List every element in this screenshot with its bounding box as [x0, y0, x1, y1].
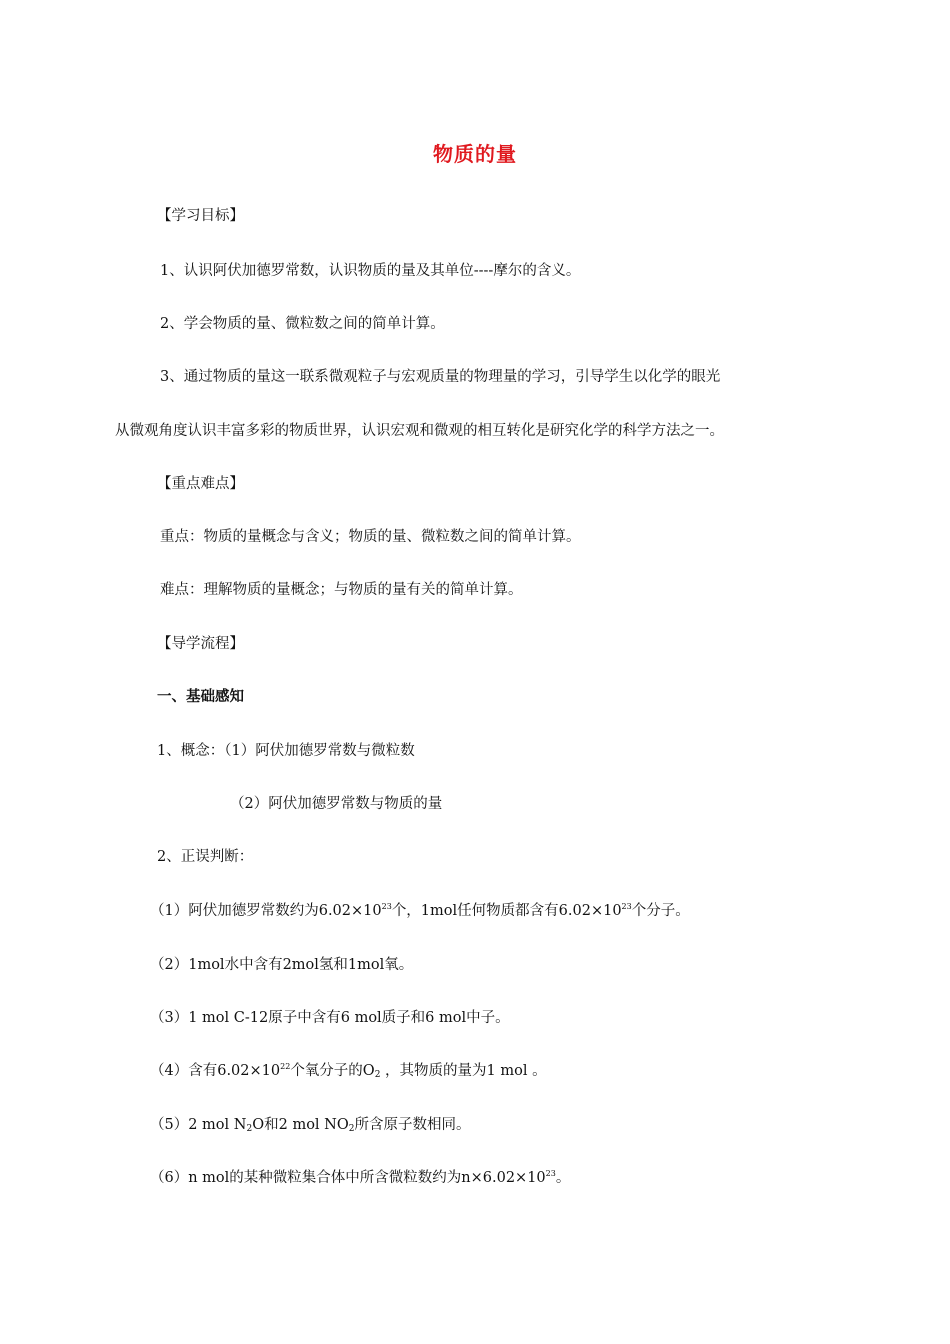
judge-question-2: （2）1mol水中含有2mol氢和1mol氧。	[150, 957, 414, 973]
exponent: 23	[381, 902, 392, 911]
key-points-heading: 【重点难点】	[157, 476, 244, 492]
section-basic-perception: 一、基础感知	[157, 689, 244, 705]
subscript: 2	[246, 1124, 253, 1134]
judge-heading: 2、正误判断：	[157, 849, 254, 865]
judge-question-6: （6）n mol的某种微粒集合体中所含微粒数约为$n\times 6.02\times 10^{23}$。	[150, 1169, 571, 1186]
objectives-heading: 【学习目标】	[157, 208, 244, 224]
exponent: 23	[621, 902, 632, 911]
exponent: 23	[545, 1169, 556, 1178]
objective-item-2: 2、学会物质的量、微粒数之间的简单计算。	[160, 316, 445, 332]
subscript: 2	[374, 1070, 381, 1080]
judge-question-5: （5）2 mol $N_2O$和2 mol $NO_2$所含原子数相同。	[150, 1117, 471, 1134]
objective-item-3: 3、通过物质的量这一联系微观粒子与宏观质量的物理量的学习，引导学生以化学的眼光	[160, 369, 721, 385]
judge-question-1: （1）阿伏加德罗常数约为$6.02\times 10^{23}$个，1mol任何物质都含有$6.02\times 10^{23}$个分子。	[150, 902, 690, 919]
key-point: 重点：物质的量概念与含义；物质的量、微粒数之间的简单计算。	[160, 529, 581, 545]
subscript: 2	[348, 1124, 355, 1134]
objective-item-3-continued: 从微观角度认识丰富多彩的物质世界，认识宏观和微观的相互转化是研究化学的科学方法之一。	[115, 423, 724, 439]
exponent: 22	[280, 1062, 291, 1071]
objective-item-1: 1、认识阿伏加德罗常数，认识物质的量及其单位----摩尔的含义。	[160, 263, 581, 279]
concept-line-2: （2）阿伏加德罗常数与物质的量	[230, 796, 443, 812]
difficult-point: 难点：理解物质的量概念；与物质的量有关的简单计算。	[160, 582, 523, 598]
concept-line-1: 1、概念：（1）阿伏加德罗常数与微粒数	[157, 743, 415, 759]
guide-heading: 【导学流程】	[157, 636, 244, 652]
page-title: 物质的量	[433, 142, 517, 166]
judge-question-4: （4）含有$6.02\times 10^{22}$个氧分子的$O_2$ ，其物质的量为1 mol 。	[150, 1062, 547, 1080]
judge-question-3: （3）1 mol C-12原子中含有6 mol质子和6 mol中子。	[150, 1010, 510, 1026]
